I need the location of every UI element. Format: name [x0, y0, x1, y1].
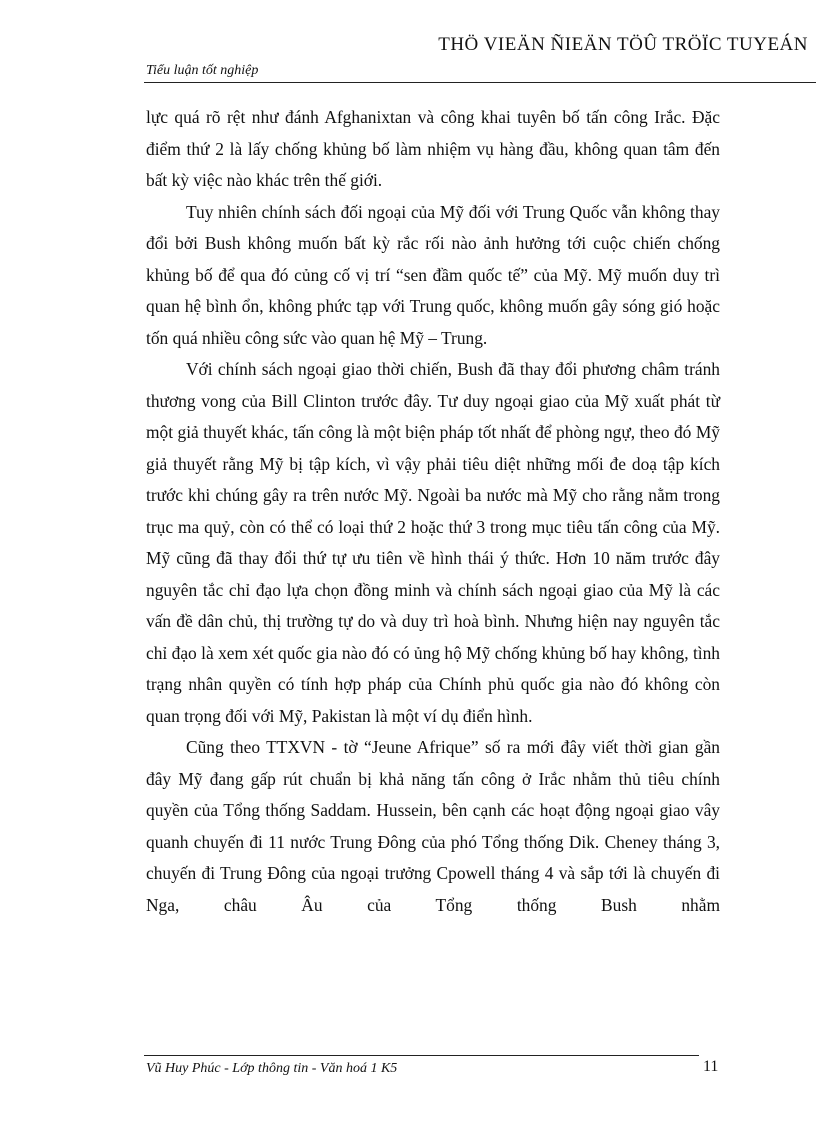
paragraph-3: Với chính sách ngoại giao thời chiến, Bush đã thay đổi phương châm tránh thương vong của Bill Clinton trước đây. Tư duy ngoại giao của Mỹ xuất phát từ một giả thuyết khác, tấn công là một biện pháp tốt nhất để phòng ngự, theo đó Mỹ giả thuyết rằng Mỹ bị tập kích, vì vậy phải tiêu diệt những mối đe doạ tập kích trước khi chúng gây ra trên nước Mỹ. Ngoài ba nước mà Mỹ cho rằng nằm trong trục ma quỷ, còn có thể có loại thứ 2 hoặc thứ 3 trong mục tiêu tấn công của Mỹ. Mỹ cũng đã thay đổi thứ tự ưu tiên về hình thái ý thức. Hơn 10 năm trước đây nguyên tắc chỉ đạo lựa chọn đồng minh và chính sách ngoại giao của Mỹ là các vấn đề dân chủ, thị trường tự do và duy trì hoà bình. Nhưng hiện nay nguyên tắc chỉ đạo là xem xét quốc gia nào đó có ủng hộ Mỹ chống khủng bố hay không, tình trạng nhân quyền có tính hợp pháp của Chính phủ quốc gia nào đó không còn quan trọng đối với Mỹ, Pakistan là một ví dụ điển hình. — [146, 359, 720, 726]
paragraph-2: Tuy nhiên chính sách đối ngoại của Mỹ đối với Trung Quốc vẫn không thay đổi bởi Bush không muốn bất kỳ rắc rối nào ảnh hưởng tới cuộc chiến chống khủng bố để qua đó củng cố vị trí “sen đầm quốc tế” của Mỹ. Mỹ muốn duy trì quan hệ bình ổn, không phức tạp với Trung quốc, không muốn gây sóng gió hoặc tốn quá nhiều công sức vào quan hệ Mỹ – Trung. — [146, 201, 720, 348]
library-watermark: THÖ VIEÄN ÑIEÄN TÖÛ TRÖÏC TUYEÁN — [438, 34, 808, 55]
header-rule — [144, 82, 816, 83]
footer-author: Vũ Huy Phúc - Lớp thông tin - Văn hoá 1 K5 — [146, 1061, 398, 1076]
body-text — [146, 102, 720, 921]
page-number: 11 — [703, 1058, 719, 1075]
paragraph-1: lực quá rõ rệt như đánh Afghanixtan và công khai tuyên bố tấn công Irắc. Đặc điểm thứ 2 là lấy chống khủng bố làm nhiệm vụ hàng đầu, không quan tâm đến bất kỳ việc nào khác trên thế giới. — [146, 107, 720, 190]
header-title: Tiểu luận tốt nghiệp — [146, 63, 259, 78]
footer-rule — [144, 1055, 699, 1056]
paragraph-4: Cũng theo TTXVN - tờ “Jeune Afrique” số ra mới đây viết thời gian gần đây Mỹ đang gấp rút chuẩn bị khả năng tấn công ở Irắc nhằm thủ tiêu chính quyền của Tổng thống Saddam. Hussein, bên cạnh các hoạt động ngoại giao vây quanh chuyến đi 11 nước Trung Đông của phó Tổng thống Dik. Cheney tháng 3, chuyến đi Trung Đông của ngoại trưởng Cpowell tháng 4 và sắp tới là chuyến đi Nga, châu Âu của Tổng thống Bush nhằm — [146, 737, 720, 915]
